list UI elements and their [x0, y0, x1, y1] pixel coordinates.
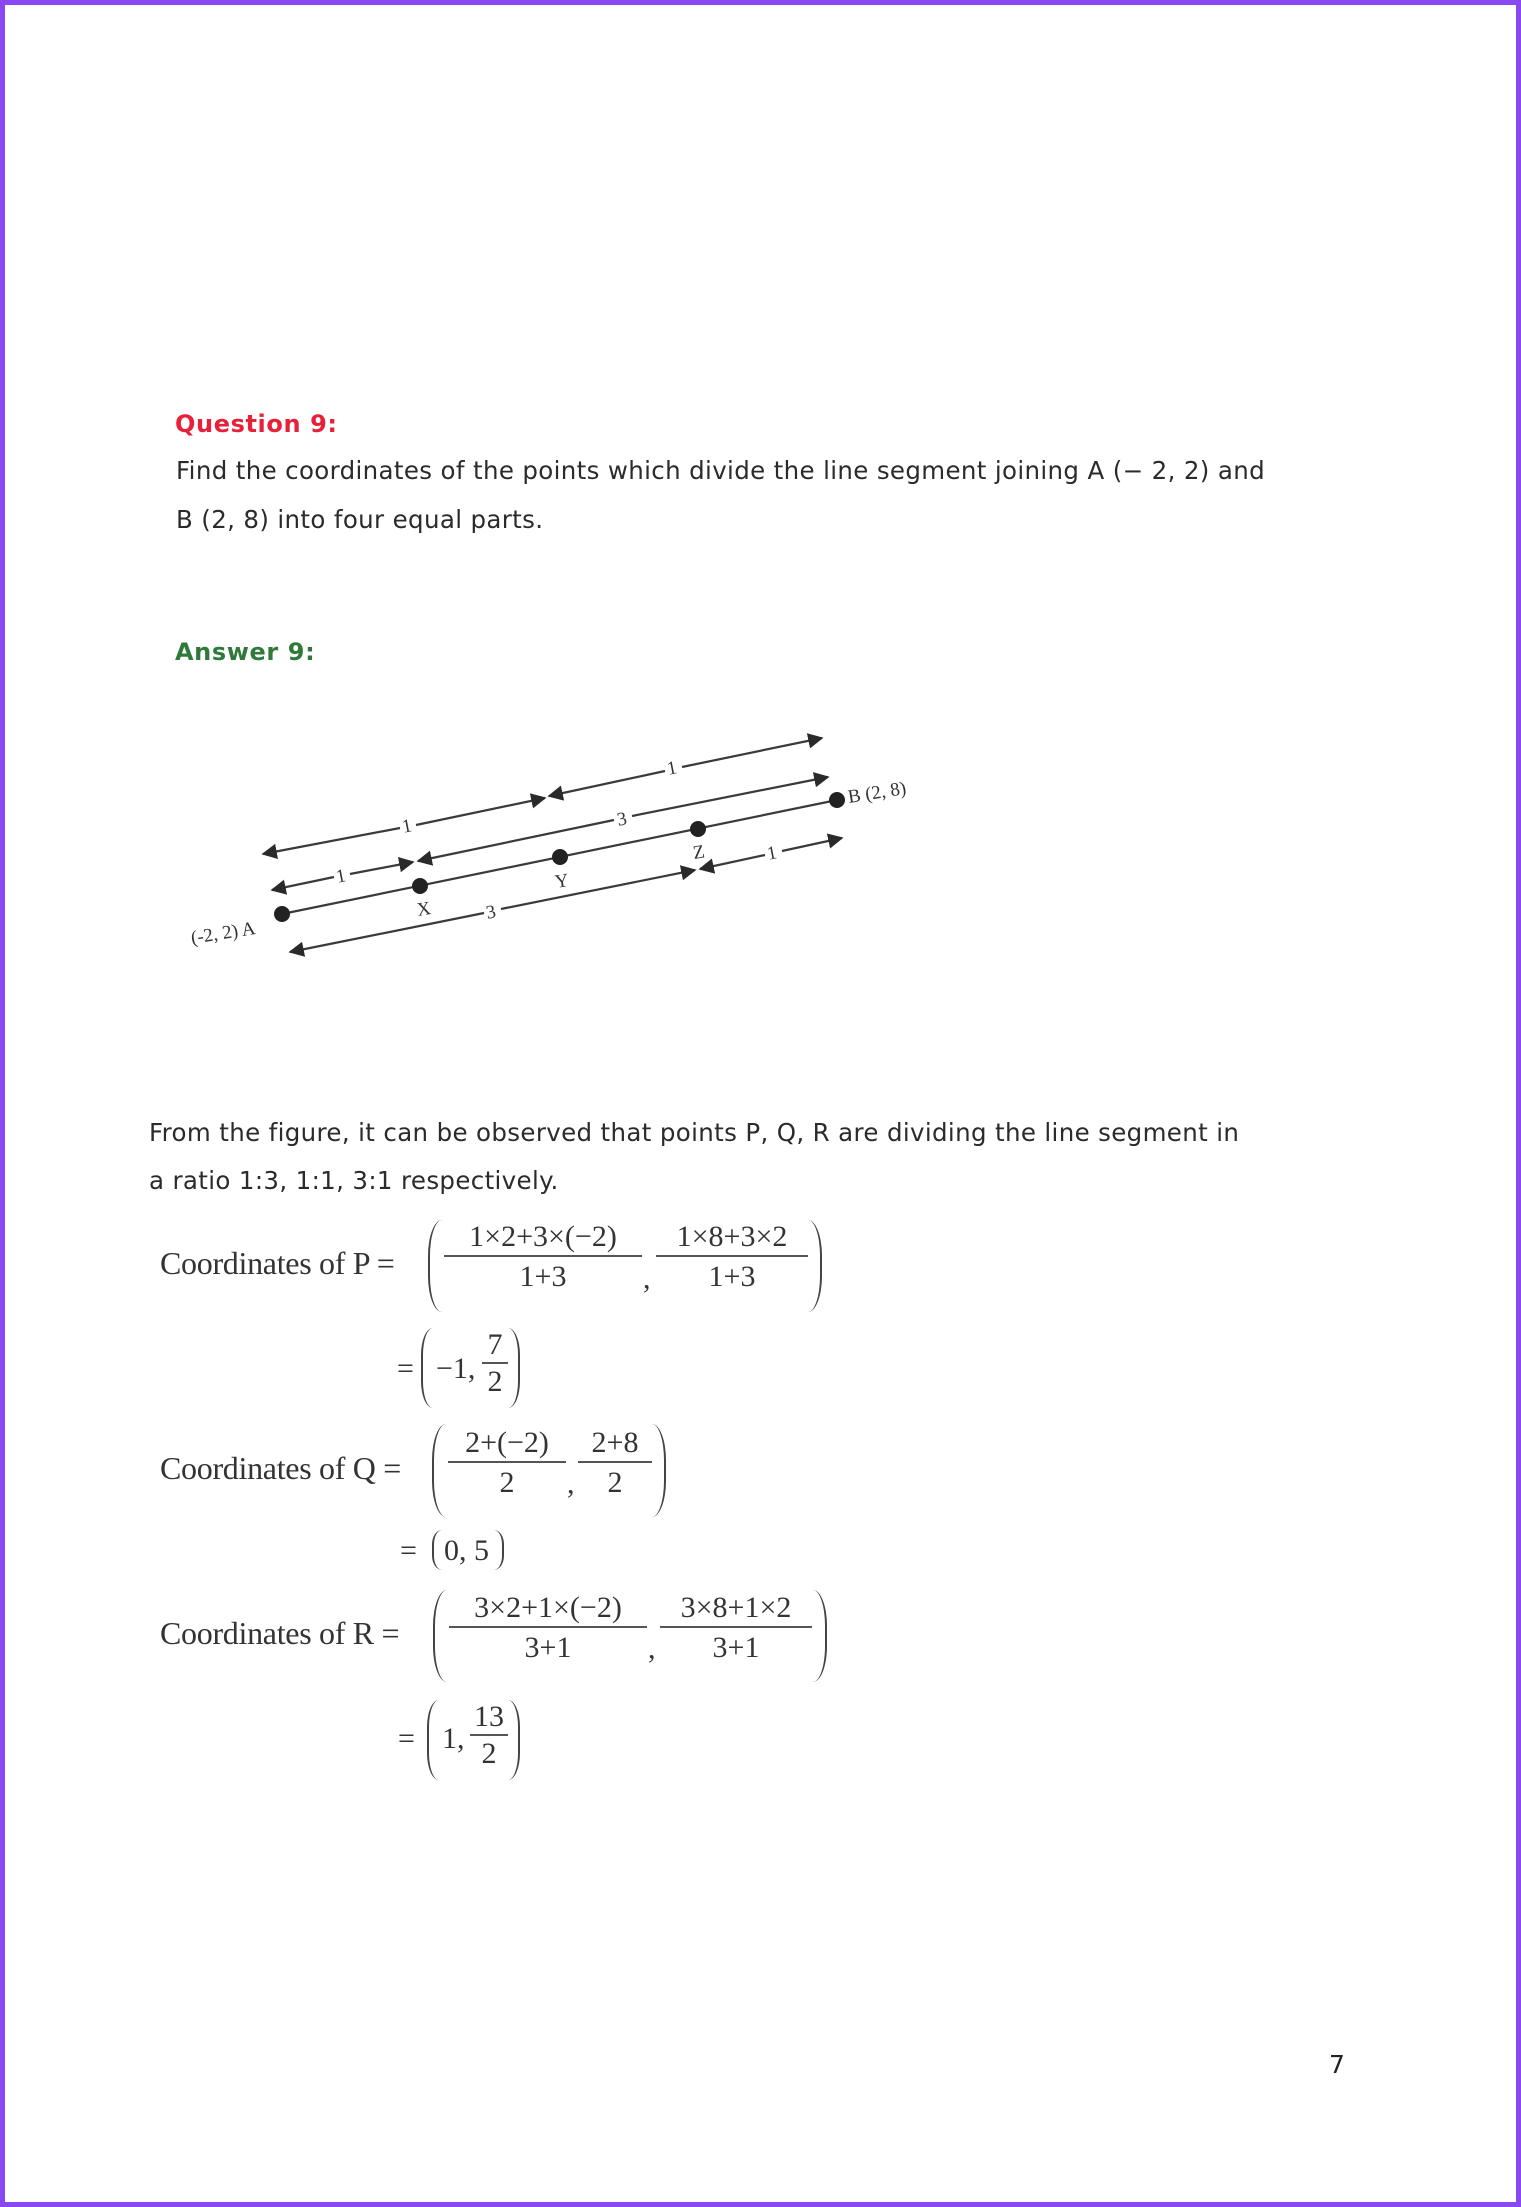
p-x-denominator: 1+3	[519, 1260, 567, 1293]
question-heading: Question 9:	[175, 410, 338, 438]
p-x-numerator: 1×2+3×(−2)	[469, 1220, 617, 1253]
r-result-equals: =	[398, 1722, 415, 1755]
question-text-line-1: Find the coordinates of the points which divide the line segment joining A (− 2, 2) and	[176, 456, 1265, 485]
line-segment-figure	[0, 0, 1521, 1000]
q-y-denominator: 2	[607, 1466, 623, 1499]
q-y-fraction	[578, 1428, 652, 1498]
r-x-fraction	[449, 1593, 647, 1663]
r-right-paren	[813, 1590, 827, 1682]
q-label: Coordinates of Q =	[160, 1450, 402, 1486]
arrow-row2-left-a	[272, 877, 334, 890]
arrow-row2-right-b	[632, 777, 828, 816]
point-x	[412, 878, 428, 894]
p-left-paren	[428, 1220, 442, 1312]
p-result-y-numerator: 7	[487, 1328, 503, 1361]
r-result-x: 1,	[442, 1722, 465, 1755]
label-row2-right: 3	[615, 808, 629, 831]
label-row2-left: 1	[334, 865, 348, 888]
arrow-row4-left-a	[290, 913, 484, 952]
arrow-row4-right-b	[782, 838, 842, 851]
p-y-fraction	[656, 1222, 808, 1292]
r-result-y-fraction	[470, 1702, 508, 1769]
arrow-row4-left-b	[501, 870, 695, 909]
r-x-denominator: 3+1	[524, 1631, 572, 1664]
label-row1-left: 1	[400, 815, 414, 838]
q-x-fraction	[448, 1428, 566, 1498]
q-x-denominator: 2	[499, 1466, 515, 1499]
p-result-y-denominator: 2	[487, 1365, 503, 1398]
label-point-y: Y	[553, 870, 571, 893]
p-right-paren	[808, 1220, 822, 1312]
p-label: Coordinates of P =	[160, 1245, 395, 1281]
q-comma: ,	[567, 1467, 575, 1500]
point-z	[690, 821, 706, 837]
r-label: Coordinates of R =	[160, 1615, 400, 1651]
label-point-z: Z	[691, 841, 707, 864]
r-result-left-paren	[427, 1700, 439, 1780]
p-result-x: −1,	[436, 1352, 476, 1385]
page-number: 7	[1329, 2050, 1345, 2079]
label-row4-right: 1	[765, 842, 779, 865]
label-point-x: X	[415, 898, 433, 921]
q-result-value: 0, 5	[444, 1534, 489, 1567]
r-x-numerator: 3×2+1×(−2)	[474, 1591, 622, 1624]
r-result-y-numerator: 13	[474, 1700, 504, 1733]
arrow-row1-right-a	[549, 771, 665, 796]
p-y-denominator: 1+3	[708, 1260, 756, 1293]
question-text-line-2: B (2, 8) into four equal parts.	[176, 505, 544, 534]
r-comma: ,	[648, 1632, 656, 1665]
r-result-right-paren	[508, 1700, 520, 1780]
q-right-paren	[652, 1424, 666, 1517]
p-result-right-paren	[508, 1328, 520, 1408]
q-left-paren	[432, 1424, 446, 1517]
arrow-row2-right-a	[418, 820, 614, 861]
p-result-y-fraction	[482, 1330, 508, 1397]
q-result-equals: =	[400, 1534, 417, 1567]
arrow-row1-left-a	[263, 828, 400, 854]
explanation-line-1: From the figure, it can be observed that points P, Q, R are dividing the line segment in	[149, 1118, 1240, 1147]
p-x-fraction	[444, 1222, 642, 1292]
p-y-numerator: 1×8+3×2	[676, 1220, 788, 1253]
label-point-b: B (2, 8)	[846, 778, 908, 808]
answer-heading: Answer 9:	[175, 638, 316, 666]
point-a	[274, 906, 290, 922]
q-result-right-paren	[494, 1530, 504, 1570]
label-point-a: (-2, 2) A	[189, 918, 257, 949]
label-row4-left: 3	[484, 901, 498, 924]
arrow-row1-left-b	[416, 798, 545, 825]
r-left-paren	[433, 1590, 447, 1682]
point-y	[552, 849, 568, 865]
r-result-y-denominator: 2	[481, 1737, 497, 1770]
q-result-left-paren	[432, 1530, 442, 1570]
arrow-row1-right-b	[682, 738, 822, 767]
explanation-line-2: a ratio 1:3, 1:1, 3:1 respectively.	[149, 1166, 559, 1195]
arrow-row2-left-b	[350, 862, 413, 874]
point-b	[829, 792, 845, 808]
p-comma: ,	[643, 1262, 651, 1295]
q-x-numerator: 2+(−2)	[465, 1426, 549, 1459]
r-y-fraction	[660, 1593, 812, 1663]
p-result-equals: =	[397, 1352, 414, 1385]
p-result-left-paren	[421, 1328, 433, 1408]
r-y-numerator: 3×8+1×2	[680, 1591, 792, 1624]
r-y-denominator: 3+1	[712, 1631, 760, 1664]
q-y-numerator: 2+8	[591, 1426, 639, 1459]
label-row1-right: 1	[665, 757, 679, 780]
arrow-row4-right-a	[700, 855, 765, 869]
